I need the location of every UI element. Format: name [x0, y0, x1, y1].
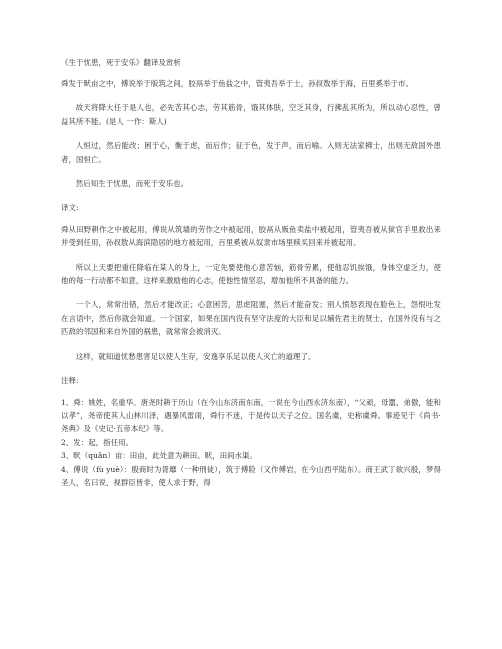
original-paragraph-1: 舜发于畎亩之中，傅说举于版筑之间，胶鬲举于鱼盐之中，管夷吾举于士，孙叔敖举于海，百里奚举于市。 — [61, 79, 414, 88]
note-2: 2、发：起，指任用。 — [61, 437, 134, 447]
article-title: 《生于忧患，死于安乐》翻译及赏析 — [61, 58, 181, 67]
note-3: 3、畎（quǎn）亩：田亩，此处意为耕田。畎，田间水渠。 — [61, 451, 258, 461]
translation-paragraph-3: 一个人，常常出错，然后才能改正；心意困苦，思虑阻塞，然后才能奋发；别人愤怒表现在脸色上，怨恨吐发在言语中，然后你就会知道。一个国家，如果在国内没有坚守法度的大臣和足以辅佐君主的贤士，在国外没有与之匹敌的邻国和来自外国的祸患，就常常会被消灭。 — [61, 300, 441, 337]
article-body — [61, 58, 441, 489]
note-1: 1、舜：姚姓，名重华。唐尧时耕于历山（在今山东济南东南，一说在今山西永济东南），“父顽，母嚚，弟傲，能和以孝”，尧帝使其人山林川泽，遇暴风雷雨，舜行不迷，于是传以天子之位。国名虞，史称虞舜。事迹见于《尚书·尧典》及《史记·五帝本纪》等。 — [61, 397, 441, 434]
translation-label: 译文: — [61, 203, 79, 213]
notes-label: 注释: — [61, 376, 79, 386]
original-paragraph-2: 故天将降大任于是人也，必先苦其心志，劳其筋骨，饿其体肤，空乏其身，行拂乱其所为，所以动心忍性，曾益其所不能。(是人 一作：斯人) — [61, 103, 441, 126]
translation-paragraph-4: 这样，就知道忧愁患害足以使人生存，安逸享乐足以使人灭亡的道理了。 — [75, 351, 316, 361]
original-paragraph-3: 人恒过，然后能改；困于心，衡于虑，而后作；征于色，发于声，而后喻。入则无法家拂士，出则无敌国外患者，国恒亡。 — [61, 141, 441, 164]
translation-paragraph-1: 舜从田野耕作之中被起用，傅说从筑墙的劳作之中被起用，胶鬲从贩鱼卖盐中被起用，管夷吾被从狱官手里救出来并受到任用，孙叔敖从海滨隐居的地方被起用，百里奚被从奴隶市场里赎买回来并被起用。 — [61, 224, 441, 248]
original-paragraph-4: 然后知生于忧患，而死于安乐也。 — [75, 179, 189, 189]
note-4: 4、傅说（fù yuè）：殷商时为胥靡（一种刑徒），筑于傅险（又作傅岩，在今山西平陆东）。商王武丁欲兴殷，梦得圣人，名曰说，视群臣皆非，使人求于野，得 — [61, 464, 441, 487]
translation-paragraph-2: 所以上天要把重任降临在某人的身上，一定先要使他心意苦恼，筋骨劳累，使他忍饥挨饿，身体空虚乏力，使他的每一行动都不如意，这样来激励他的心志，使他性情坚忍，增加他所不具备的能力。 — [61, 262, 441, 286]
